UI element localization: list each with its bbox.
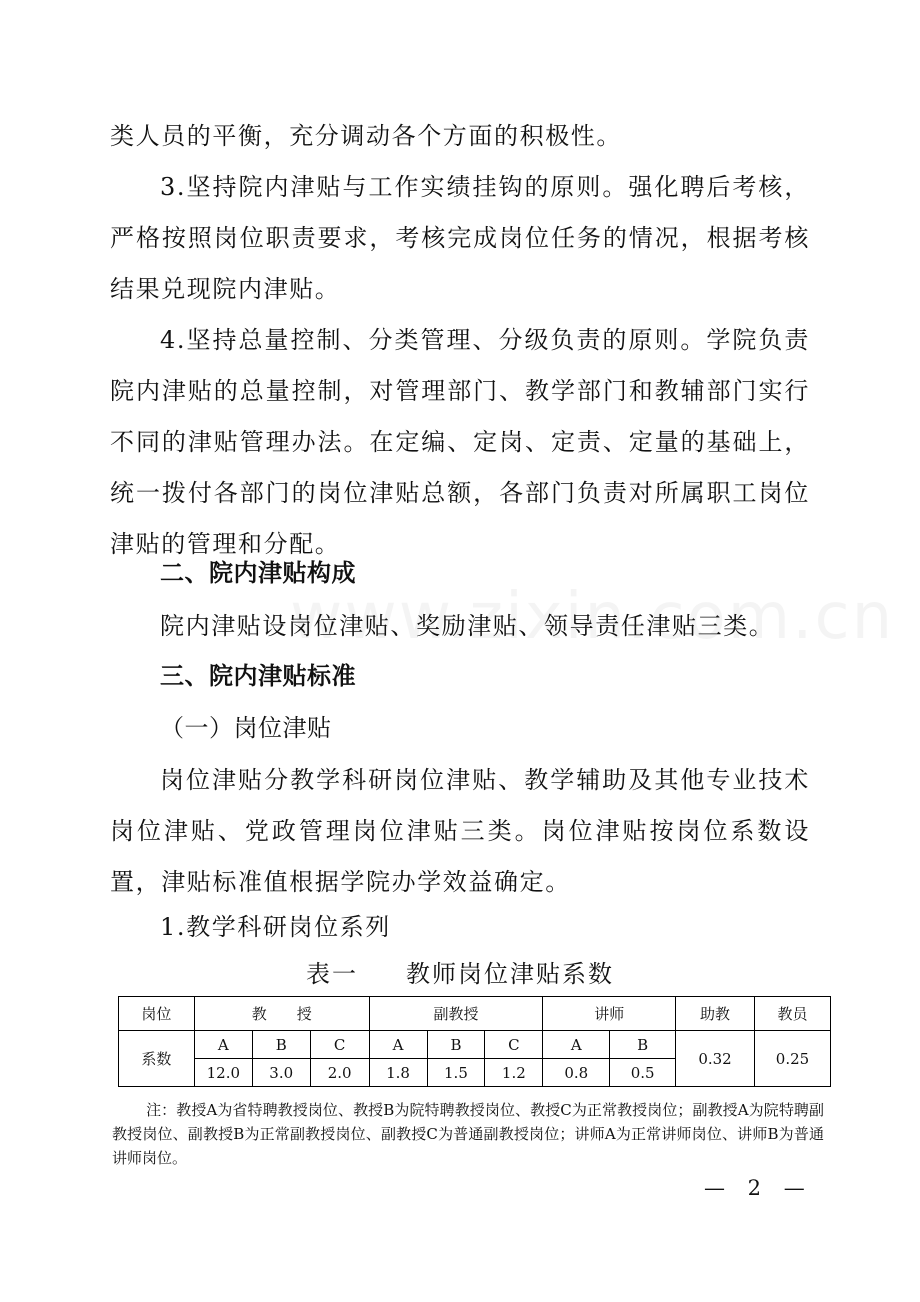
table-caption-title: 教师岗位津贴系数 (406, 960, 614, 988)
grade-cell: B (610, 1031, 676, 1059)
paragraph-continuation: 类人员的平衡，充分调动各个方面的积极性。 (110, 122, 622, 150)
value-cell: 1.5 (427, 1059, 485, 1087)
grade-cell: C (310, 1031, 369, 1059)
grade-cell: A (194, 1031, 252, 1059)
header-teacher: 教员 (754, 997, 830, 1031)
value-cell: 1.2 (485, 1059, 543, 1087)
teacher-value: 0.25 (754, 1031, 830, 1087)
paragraph-principle-4: 4.坚持总量控制、分类管理、分级负责的原则。学院负责院内津贴的总量控制，对管理部门、教学部门和教辅部门实行不同的津贴管理办法。在定编、定岗、定责、定量的基础上，统一拨付各部门的岗位津贴总额，各部门负责对所属职工岗位津贴的管理和分配。 (110, 326, 810, 558)
header-professor: 教 授 (194, 997, 369, 1031)
table-header-row (119, 997, 831, 1031)
grade-cell: B (252, 1031, 310, 1059)
paragraph-composition: 院内津贴设岗位津贴、奖励津贴、领导责任津贴三类。 (160, 612, 775, 640)
value-cell: 1.8 (369, 1059, 427, 1087)
value-cell: 12.0 (194, 1059, 252, 1087)
grade-cell: A (543, 1031, 610, 1059)
value-cell: 0.8 (543, 1059, 610, 1087)
header-assistant: 助教 (676, 997, 755, 1031)
page-number: — 2 — (704, 1176, 813, 1200)
header-lecturer: 讲师 (543, 997, 676, 1031)
value-cell: 2.0 (310, 1059, 369, 1087)
table-caption (0, 954, 920, 989)
grade-cell: A (369, 1031, 427, 1059)
assistant-value: 0.32 (676, 1031, 755, 1087)
subsection-heading-post-allowance: （一）岗位津贴 (160, 714, 332, 742)
table-caption-number: 表一 (306, 960, 358, 988)
paragraph-post-allowance: 岗位津贴分教学科研岗位津贴、教学辅助及其他专业技术岗位津贴、党政管理岗位津贴三类。岗位津贴按岗位系数设置，津贴标准值根据学院办学效益确定。 (110, 766, 810, 896)
value-cell: 3.0 (252, 1059, 310, 1087)
allowance-coefficient-table (118, 996, 831, 1087)
table-grade-row (119, 1031, 831, 1059)
section-heading-composition: 二、院内津贴构成 (160, 559, 356, 587)
grade-cell: C (485, 1031, 543, 1059)
table-note-text: 注：教授A为省特聘教授岗位、教授B为院特聘教授岗位、教授C为正常教授岗位；副教授A为院特聘副教授岗位、副教授B为正常副教授岗位、副教授C为普通副教授岗位；讲师A为正常讲师岗位、讲师B为普通讲师岗位。 (112, 1101, 824, 1167)
table-note (112, 1098, 824, 1170)
coefficient-label: 系数 (119, 1031, 195, 1087)
paragraph-teaching-series: 1.教学科研岗位系列 (160, 913, 391, 941)
header-post: 岗位 (119, 997, 195, 1031)
paragraph-principle-3: 3.坚持院内津贴与工作实绩挂钩的原则。强化聘后考核，严格按照岗位职责要求，考核完成岗位任务的情况，根据考核结果兑现院内津贴。 (110, 173, 810, 303)
grade-cell: B (427, 1031, 485, 1059)
section-heading-standards: 三、院内津贴标准 (160, 662, 356, 690)
header-assoc-professor: 副教授 (369, 997, 543, 1031)
value-cell: 0.5 (610, 1059, 676, 1087)
